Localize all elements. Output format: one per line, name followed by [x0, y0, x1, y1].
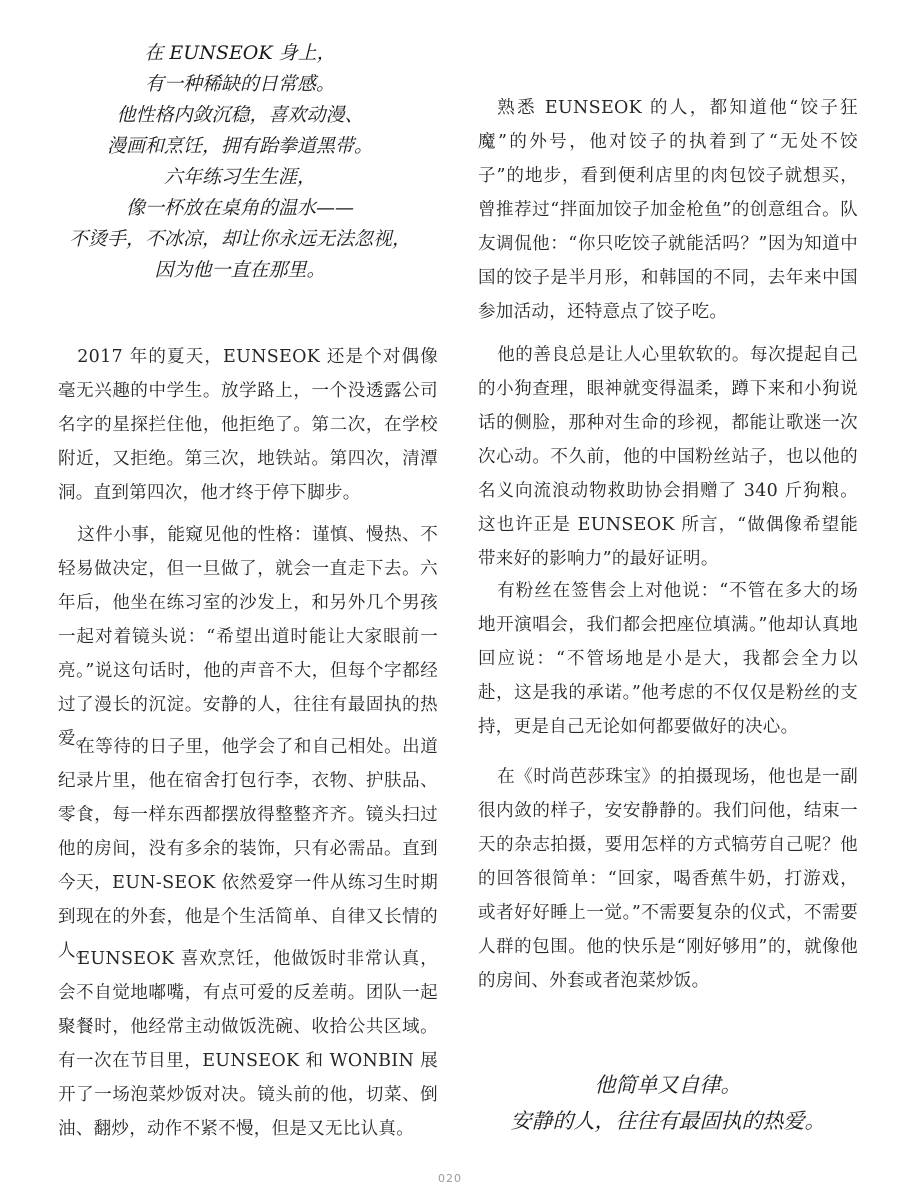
closing-quote-line: 他简单又自律。	[594, 1073, 742, 1097]
page-number: 020	[438, 1172, 462, 1185]
intro-quote-line: 因为他一直在那里。	[154, 259, 326, 281]
intro-quote-line: 有一种稀缺的日常感。	[144, 73, 335, 95]
intro-quote-line: 不烫手，不冰凉，却让你永远无法忽视，	[68, 228, 411, 250]
intro-quote-line: 在 EUNSEOK 身上，	[144, 42, 336, 64]
body-paragraph: 这件小事，能窥见他的性格：谨慎、慢热、不轻易做决定，但一旦做了，就会一直走下去。六年后，他坐在练习室的沙发上，和另外几个男孩一起对着镜头说：“希望出道时能让大家眼前一亮。”说这句话时，他的声音不大，但每个字都经过了漫长的沉淀。安静的人，往往有最固执的热爱。	[58, 525, 438, 749]
intro-quote-line: 他性格内敛沉稳，喜欢动漫、	[116, 104, 364, 126]
intro-quote-line: 六年练习生生涯，	[163, 166, 316, 188]
intro-quote-line: 像一杯放在桌角的温水——	[125, 197, 354, 219]
body-paragraph: 有粉丝在签售会上对他说：“不管在多大的场地开演唱会，我们都会把座位填满。”他却认真地回应说：“不管场地是小是大，我都会全力以赴，这是我的承诺。”他考虑的不仅仅是粉丝的支持，更是自己无论如何都要做好的决心。	[478, 581, 858, 737]
body-paragraph: EUNSEOK 喜欢烹饪，他做饭时非常认真，会不自觉地嘟嘴，有点可爱的反差萌。团队一起聚餐时，他经常主动做饭洗碗、收拾公共区域。有一次在节目里，EUNSEOK 和 WONBIN 展开了一场泡菜炒饭对决。镜头前的他，切菜、倒油、翻炒，动作不紧不慢，但是又无比认真。	[58, 949, 438, 1139]
body-paragraph: 在等待的日子里，他学会了和自己相处。出道纪录片里，他在宿舍打包行李，衣物、护肤品、零食，每一样东西都摆放得整整齐齐。镜头扫过他的房间，没有多余的装饰，只有必需品。直到今天，EUN-SEOK 依然爱穿一件从练习生时期到现在的外套，他是个生活简单、自律又长情的人。	[58, 737, 438, 961]
intro-quote	[50, 38, 430, 286]
body-paragraph: 熟悉 EUNSEOK 的人，都知道他“饺子狂魔”的外号，他对饺子的执着到了“无处不饺子”的地步，看到便利店里的肉包饺子就想买，曾推荐过“拌面加饺子加金枪鱼”的创意组合。队友调侃他：“你只吃饺子就能活吗？”因为知道中国的饺子是半月形，和韩国的不同，去年来中国参加活动，还特意点了饺子吃。	[478, 98, 858, 322]
body-paragraph: 在《时尚芭莎珠宝》的拍摄现场，他也是一副很内敛的样子，安安静静的。我们问他，结束一天的杂志拍摄，要用怎样的方式犒劳自己呢？他的回答很简单：“回家，喝香蕉牛奶，打游戏，或者好好睡上一觉。”不需要复杂的仪式，不需要人群的包围。他的快乐是“刚好够用”的，就像他的房间、外套或者泡菜炒饭。	[478, 767, 858, 991]
intro-quote-line: 漫画和烹饪，拥有跆拳道黑带。	[106, 135, 373, 157]
body-paragraph: 他的善良总是让人心里软软的。每次提起自己的小狗查理，眼神就变得温柔，蹲下来和小狗说话的侧脸，那种对生命的珍视，都能让歌迷一次次心动。不久前，他的中国粉丝站子，也以他的名义向流浪动物救助协会捐赠了 340 斤狗粮。这也许正是 EUNSEOK 所言，“做偶像希望能带来好的影响力”的最好证明。	[478, 345, 858, 569]
closing-quote	[478, 1067, 858, 1139]
body-paragraph: 2017 年的夏天，EUNSEOK 还是个对偶像毫无兴趣的中学生。放学路上，一个没透露公司名字的星探拦住他，他拒绝了。第二次，在学校附近，又拒绝。第三次，地铁站。第四次，清潭洞。直到第四次，他才终于停下脚步。	[58, 347, 438, 503]
closing-quote-line: 安静的人，往往有最固执的热爱。	[510, 1109, 826, 1133]
